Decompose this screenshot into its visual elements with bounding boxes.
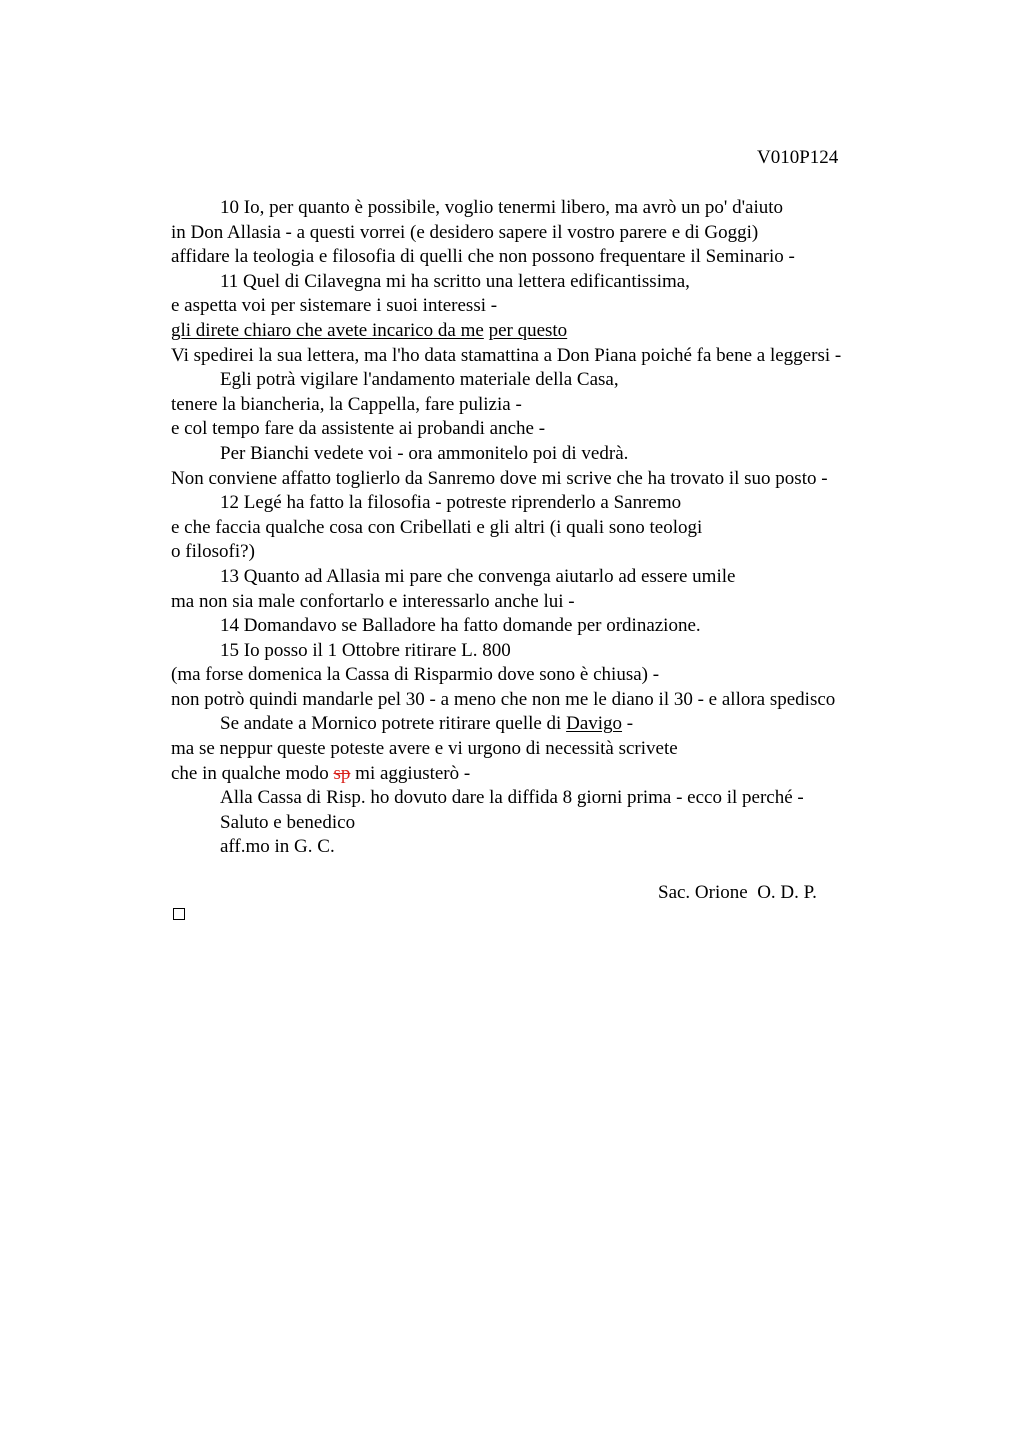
text-line: in Don Allasia - a questi vorrei (e desidero sapere il vostro parere e di Goggi) [171, 221, 759, 243]
underlined-text: Davigo [566, 713, 623, 735]
text-line: 15 Io posso il 1 Ottobre ritirare L. 800 [220, 639, 511, 661]
text-line: non potrò quindi mandarle pel 30 - a meno che non me le diano il 30 - e allora spedisco [171, 688, 836, 710]
text-line: e che faccia qualche cosa con Cribellati e gli altri (i quali sono teologi [171, 516, 703, 538]
underlined-text: gli direte chiaro che avete incarico da me [171, 319, 484, 341]
text-line: Saluto e benedico [220, 811, 356, 833]
text-line: 12 Legé ha fatto la filosofia - potreste riprenderlo a Sanremo [220, 492, 682, 514]
text-line: e aspetta voi per sistemare i suoi interessi - [171, 295, 498, 317]
text-segment: Se andate a Mornico potrete ritirare quelle di [220, 713, 567, 735]
text-segment: mi aggiusterò - [350, 762, 471, 784]
text-line [171, 762, 1011, 787]
text-line: affidare la teologia e filosofia di quelli che non possono frequentare il Seminario - [171, 246, 795, 268]
text-line: o filosofi?) [171, 541, 255, 563]
text-line: Egli potrà vigilare l'andamento materiale della Casa, [220, 369, 619, 391]
text-line: Per Bianchi vedete voi - ora ammonitelo poi di vedrà. [220, 442, 629, 464]
text-line: 14 Domandavo se Balladore ha fatto domande per ordinazione. [220, 615, 701, 637]
underlined-text: per questo [488, 319, 568, 341]
text-line: Vi spedirei la sua lettera, ma l'ho data stamattina a Don Piana poiché fa bene a leggersi - [171, 344, 842, 366]
underlined-line [171, 319, 1011, 344]
signature: Sac. Orione O. D. P. [658, 882, 817, 903]
document-reference: V010P124 [757, 147, 839, 168]
text-line: aff.mo in G. C. [220, 836, 335, 858]
text-line: 13 Quanto ad Allasia mi pare che convenga aiutarlo ad essere umile [220, 565, 736, 587]
text-line: 10 Io, per quanto è possibile, voglio tenermi libero, ma avrò un po' d'aiuto [220, 197, 784, 218]
text-line: tenere la biancheria, la Cappella, fare pulizia - [171, 393, 522, 415]
text-line: ma non sia male confortarlo e interessarlo anche lui - [171, 590, 575, 612]
text-line: ma se neppur queste poteste avere e vi urgono di necessità scrivete [171, 738, 678, 760]
text-segment: - [622, 713, 634, 735]
letter-body [171, 196, 1011, 860]
deleted-text: sp [333, 762, 351, 784]
text-line: 11 Quel di Cilavegna mi ha scritto una lettera edificantissima, [220, 270, 690, 292]
text-line: (ma forse domenica la Cassa di Risparmio dove sono è chiusa) - [171, 664, 660, 686]
text-segment: che in qualche modo [171, 762, 334, 784]
empty-box-icon [173, 908, 185, 920]
text-line: Alla Cassa di Risp. ho dovuto dare la diffida 8 giorni prima - ecco il perché - [220, 787, 804, 809]
text-line: Non conviene affatto toglierlo da Sanremo dove mi scrive che ha trovato il suo posto - [171, 467, 828, 489]
text-line: e col tempo fare da assistente ai probandi anche - [171, 418, 546, 440]
text-line [171, 712, 1011, 737]
